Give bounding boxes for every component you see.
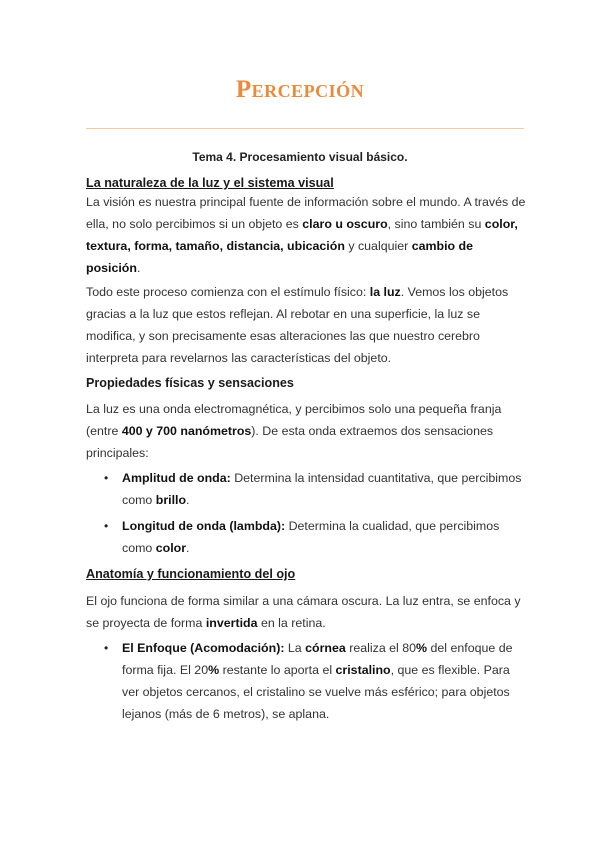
bullet-icon: • <box>104 519 109 533</box>
bullet-icon: • <box>104 471 109 485</box>
document-title: Percepción <box>235 76 365 103</box>
paragraph-camera: El ojo funciona de forma similar a una cámara oscura. La luz entra, se enfoca y se proyecta de forma invertida en la retina. <box>86 594 521 630</box>
document-page: Percepción Tema 4. Procesamiento visual básico. La naturaleza de la luz y el sistema visual La visión es nuestra principal fuente de información sobre el mundo. A través de ella, no solo percibimos si un objeto es claro u oscuro, sino también su color, textura, forma, tamaño, distancia, ubicación y cualquier cambio de posición. Todo este proceso comienza con el estímulo físico: la luz. Vemos los objetos gracias a la luz que estos reflejan. Al rebotar en una superficie, la luz se modifica, y son precisamente esas alteraciones las que nuestro cerebro interpreta para revelarnos las características del objeto. Propiedades físicas y sensaciones La luz es una onda electromagnética, y percibimos solo una pequeña franja (entre 400 y 700 nanómetros). De esta onda extraemos dos sensaciones principales: • Amplitud de onda: Determina la intensidad cuantitativa, que percibimos como brillo. • Longitud de onda (lambda): Determina la cualidad, que percibimos como color. Anatomía y funcionamiento del ojo El ojo funciona de forma similar a una cámara oscura. La luz entra, se enfoca y se proyecta de forma invertida en la retina. • El Enfoque (Acomodación): La córnea realiza el 80% del enfoque de forma fija. El 20% restante lo aporta el cristalino, que es flexible. Para ver objetos cercanos, el cristalino se vuelve más esférico; para objetos lejanos (más de 6 metros), se aplana. <box>0 0 600 848</box>
bullet-icon: • <box>104 641 109 655</box>
section-heading-anatomy: Anatomía y funcionamiento del ojo <box>86 567 296 581</box>
paragraph-vision: La visión es nuestra principal fuente de información sobre el mundo. A través de ella, no solo percibimos si un objeto es claro u oscuro, sino también su color, textura, forma, tamaño, distancia, ubicación y cualquier cambio de posición. <box>86 195 526 275</box>
section-heading-properties: Propiedades físicas y sensaciones <box>86 376 294 390</box>
section-heading-light: La naturaleza de la luz y el sistema visual <box>86 176 334 190</box>
paragraph-electromagnetic: La luz es una onda electromagnética, y percibimos solo una pequeña franja (entre 400 y 700 nanómetros). De esta onda extraemos dos sensaciones principales: <box>86 402 502 460</box>
document-subtitle: Tema 4. Procesamiento visual básico. <box>192 150 408 164</box>
paragraph-light-stimulus: Todo este proceso comienza con el estímulo físico: la luz. Vemos los objetos gracias a la luz que estos reflejan. Al rebotar en una superficie, la luz se modifica, y son precisamente esas alteraciones las que nuestro cerebro interpreta para revelarnos las características del objeto. <box>86 285 509 365</box>
title-divider <box>86 128 524 129</box>
